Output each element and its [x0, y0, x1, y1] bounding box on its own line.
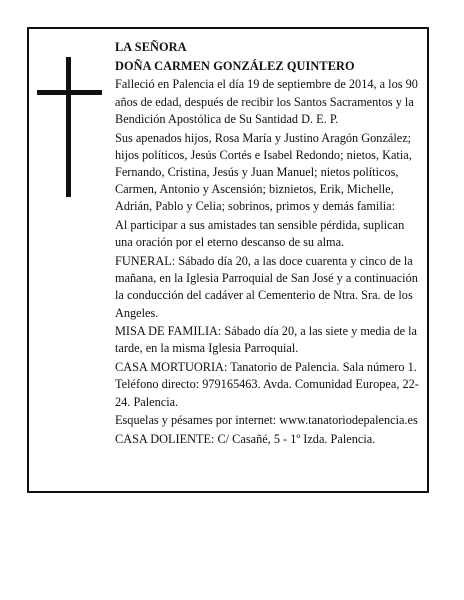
family-mass-info: MISA DE FAMILIA: Sábado día 20, a las siete y media de la tarde, en la misma Iglesia Parroquial.	[115, 324, 418, 356]
funeral-info: FUNERAL: Sábado día 20, a las doce cuarenta y cinco de la mañana, en la Iglesia Parroquial de San José y a continuación la conducción del cadáver al Cementerio de Ntra. Sra. de los Angeles.	[115, 253, 418, 320]
title-line: LA SEÑORA	[115, 40, 187, 54]
obituary-notice	[27, 27, 429, 493]
family-list: Sus apenados hijos, Rosa María y Justino Aragón González; hijos políticos, Jesús Cortés e Isabel Redondo; nietos, Katia, Fernando, Cristina, Jesús y Juan Manuel; nietos políticos, Carmen, Antonio y Ascensión; biznietos, Erik, Michelle, Adrián, Pablo y Celia; sobrinos, primos y demás familia:	[115, 130, 412, 214]
cross-vertical-bar	[66, 57, 71, 197]
death-announcement: Falleció en Palencia el día 19 de septiembre de 2014, a los 90 años de edad, después de recibir los Santos Sacramentos y la Bendición Apostólica de Su Santidad D. E. P.	[115, 77, 418, 126]
prayer-request: Al participar a sus amistades tan sensible pérdida, suplican una oración por el eterno descanso de su alma.	[115, 218, 405, 250]
online-condolences-info: Esquelas y pésames por internet: www.tanatoriodepalencia.es	[115, 413, 418, 428]
deceased-name: DOÑA CARMEN GONZÁLEZ QUINTERO	[115, 58, 355, 73]
cross-horizontal-bar	[37, 90, 102, 95]
cross-icon	[37, 57, 102, 197]
obituary-text	[115, 39, 420, 450]
funeral-home-info: CASA MORTUORIA: Tanatorio de Palencia. Sala número 1. Teléfono directo: 979165463. Avda. Comunidad Europea, 22-24. Palencia.	[115, 360, 419, 409]
mourning-house-info: CASA DOLIENTE: C/ Casañé, 5 - 1º Izda. Palencia.	[115, 431, 376, 446]
